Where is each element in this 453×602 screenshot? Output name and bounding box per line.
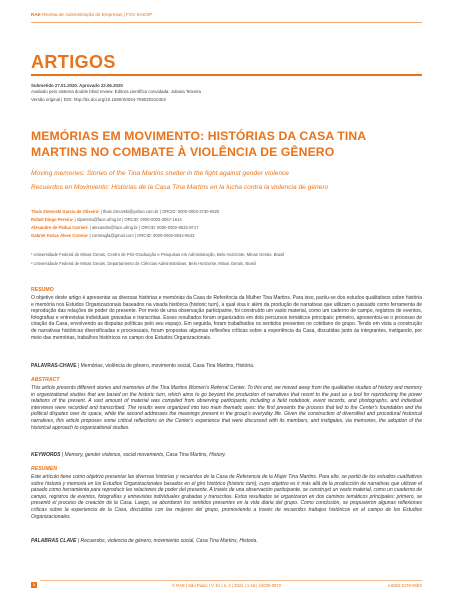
author-list <box>31 208 422 240</box>
author-entry <box>31 208 422 216</box>
author-name: Gabriel Farias Alves Correia¹ <box>31 233 89 238</box>
abstract-text: This article presents different stories and memories of the Tina Martins Women's Referral Center. To this end, we moved away from the qualitative studies of history and memory in organizational studies that are based on the historic turn, which aims to go beyond the production of narratives that resort to the past as a tool for reproducing the power relations of the present. A vast amount of material was compiled from observing participants, including a field notebook, event records, and photographs, and individual interviews were recorded and transcribed. The results were organized into two main thematic axes: the first presents the process that led to the Center's foundation and the political disputes over its space, while the second addresses the meanings present in the group's everyday life. Given the construction of diversified and procedural historical narratives, this article proposes some critical reflections on the Center's experience that were discussed with its members, and instigates, via memories, the adoption of the historical approach to organizational studies. <box>31 385 422 431</box>
doi-link[interactable]: Versão original | DOI: http://dx.doi.org/10.1590/S0034-759020210402 <box>31 97 166 102</box>
author-name: Rafael Diogo Pereira¹ <box>31 217 74 222</box>
resumen-keywords <box>31 538 422 545</box>
header-divider <box>31 22 422 23</box>
footer-citation: © RAE | São Paulo | V. 61 | n. 4 | 2021 | 1-16 | e2020-0072 <box>171 583 282 588</box>
author-entry <box>31 224 422 232</box>
keywords-label: KEYWORDS <box>31 452 61 458</box>
journal-name: -Revista de Administração de Empresas | FGV EAESP <box>40 12 153 17</box>
resumen-text: Este artículo tiene como objetivo presentar las diversas historias y recuerdos de la Casa de Referencia de la Mujer Tina Martins. Para ello, se partió de los estudios cualitativos sobre historia y memoria en los Estudios Organizacionales basados en el giro histórico (historic turn), cuyo objetivo es ir más allá de la producción de narrativas que utilizan el pasado como herramienta para reproducir las relaciones de poder del presente. A través de una observación participante, se construyó un vasto material, como un cuaderno de campo, registros de eventos, fotografías y entrevistas individuales grabadas y transcritas. Estos resultados se organizaron en dos caminos temáticos principales: primero, se presentó el proceso de creación de la Casa. Luego, se abordaron los sentidos presentes en la vida diaria del grupo. Como conclusión, se propusieron algunas reflexiones críticas sobre la experiencia de la Casa, discutidas con las mujeres del grupo, promoviendo a través de recuerdos trabajos históricos en el campo de los Estudios Organizacionales. <box>31 474 422 520</box>
keywords-label: PALABRAS CLAVE <box>31 538 77 544</box>
footer-divider <box>40 580 422 581</box>
keywords-text: | Recuerdos, violencia de género, movimiento social, Casa Tina Martins, Historia. <box>77 538 258 544</box>
author-contact[interactable]: | correiagfa@gmail.com | ORCID: 0000-0002-8534-9543 <box>89 233 195 238</box>
abstract-keywords <box>31 452 422 459</box>
journal-abbr: RAE <box>31 12 41 17</box>
resumo-heading: RESUMO <box>31 287 54 293</box>
footer-issn: eISSN 2178-938X <box>388 583 422 588</box>
author-name: Thaís Zimovski Garcia de Oliveira¹ <box>31 209 100 214</box>
author-contact[interactable]: | rdpereira@face.ufmg.br | ORCID: 0000-0003-3057-1614 <box>74 217 182 222</box>
article-title-spanish: Recuerdos en Movimiento: Historias de la Casa Tina Martins en la lucha contra la violencia de género <box>31 184 329 191</box>
affiliation-item: ¹ Universidade Federal de Minas Gerais, Centro de Pós-Graduação e Pesquisas em Administração, Belo Horizonte, Minas Gerais, Brasil <box>31 252 285 257</box>
section-divider <box>31 74 422 76</box>
author-entry <box>31 216 422 224</box>
author-entry <box>31 232 422 240</box>
article-title-english: Moving memories: Stories of the Tina Martins shelter in the fight against gender violence <box>31 170 289 177</box>
author-name: Alexandre de Pádua Carrieri¹ <box>31 225 89 230</box>
journal-header <box>31 12 431 18</box>
keywords-text: | Memory, gender violence, social movements, Casa Tina Martins, History. <box>61 452 226 458</box>
affiliation-item: ² Universidade Federal de Minas Gerais, Departamento de Ciências Administrativas, Belo Horizonte, Minas Gerais, Brasil <box>31 261 256 266</box>
author-contact[interactable]: | thais.zimovski@yahoo.com.br | ORCID: 0000-0003-3730-0820 <box>100 209 220 214</box>
keywords-label: PALAVRAS-CHAVE <box>31 363 77 369</box>
resumo-keywords <box>31 363 422 370</box>
keywords-text: | Memórias, violência de gênero, movimento social, Casa Tina Martins, História. <box>77 363 255 369</box>
page-number: 1 <box>32 582 36 587</box>
article-title: MEMÓRIAS EM MOVIMENTO: HISTÓRIAS DA CASA TINA MARTINS NO COMBATE À VIOLÊNCIA DE GÊNERO <box>31 129 366 159</box>
affiliation-list <box>31 250 422 268</box>
resumen-heading: RESUMEN <box>31 466 57 472</box>
author-contact[interactable]: | alexandre@face.ufmg.br | ORCID: 0000-0002-8532-8717 <box>89 225 199 230</box>
resumo-text: O objetivo deste artigo é apresentar as diversas histórias e memórias da Casa de Referência da Mulher Tina Martins. Para isso, partiu-se dos estudos qualitativos sobre história e memória nos Estudos Organizacionais baseados na visada histórica (historic turn), a qual visa ir além da produção de narrativas que utilizam o passado como ferramenta de reprodução das relações de poder do presente. Por meio de uma observação participante, foi construído um vasto material, como um caderno de campo, registros de eventos, fotografias e entrevistas individuais gravadas e transcritas. Esses resultados foram organizados em dois percursos temáticos principais: primeiro, apresentou-se o processo de criação da Casa, envolvendo as disputas políticas pelo seu espaço. Em seguida, foram trabalhados os sentidos presentes no cotidiano do grupo. Tendo em vista a construção de narrativas históricas diversificadas e processuais, foram propostas algumas reflexões críticas sobre a experiência da Casa, discutidas junto às integrantes, instigando, por meio das memórias, trabalhos históricos no campo dos Estudos Organizacionais. <box>31 295 422 341</box>
submission-dates: Submetido 27.01.2020. Aprovado 22.06.2020 <box>31 83 123 88</box>
section-title: ARTIGOS <box>31 52 116 72</box>
review-info: Avaliado pelo sistema double blind review. Editora científica convidada: Juliana Teixeira <box>31 89 201 94</box>
abstract-heading: ABSTRACT <box>31 377 60 383</box>
